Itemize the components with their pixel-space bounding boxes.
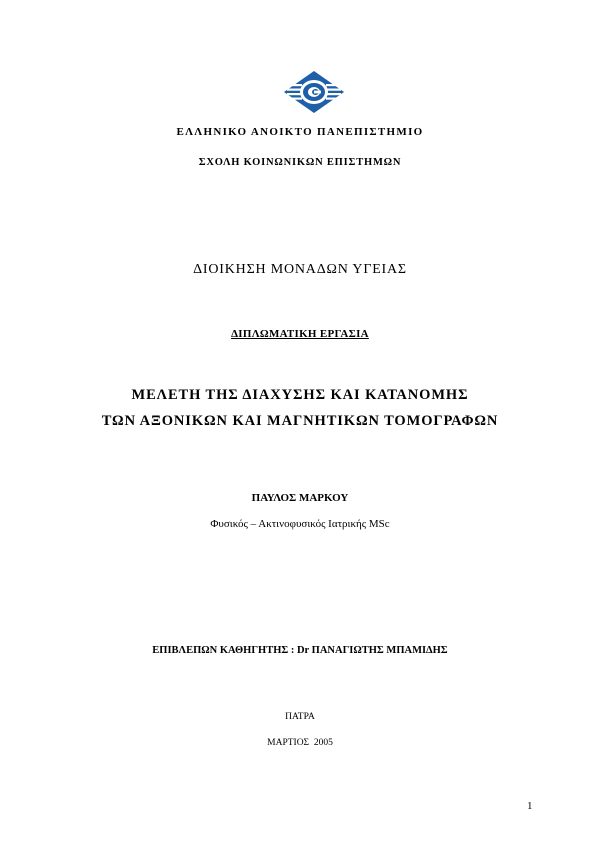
page-number: 1 (527, 800, 533, 812)
author-qualification: Φυσικός – Ακτινοφυσικός Ιατρικής MSc (210, 518, 390, 530)
thesis-title-line-1: ΜΕΛΕΤΗ ΤΗΣ ΔΙΑΧΥΣΗΣ ΚΑΙ ΚΑΤΑΝΟΜΗΣ (131, 387, 469, 403)
date: ΜΑΡΤΙΟΣ 2005 (267, 738, 333, 748)
thesis-title-line-2: ΤΩΝ ΑΞΟΝΙΚΩΝ ΚΑΙ ΜΑΓΝΗΤΙΚΩΝ ΤΟΜΟΓΡΑΦΩΝ (101, 413, 499, 429)
university-name: ΕΛΛΗΝΙΚΟ ΑΝΟΙΚΤΟ ΠΑΝΕΠΙΣΤΗΜΙΟ (176, 126, 424, 138)
city: ΠΑΤΡΑ (285, 712, 315, 722)
program-name: ΔΙΟΙΚΗΣΗ ΜΟΝΑΔΩΝ ΥΓΕΙΑΣ (193, 262, 407, 277)
document-type: ΔΙΠΛΩΜΑΤΙΚΗ ΕΡΓΑΣΙΑ (231, 328, 369, 340)
author-name: ΠΑΥΛΟΣ ΜΑΡΚΟΥ (251, 492, 349, 504)
school-name: ΣΧΟΛΗ ΚΟΙΝΩΝΙΚΩΝ ΕΠΙΣΤΗΜΩΝ (198, 157, 402, 168)
university-logo-icon (283, 70, 345, 114)
supervisor: ΕΠΙΒΛΕΠΩΝ ΚΑΘΗΓΗΤΗΣ : Dr ΠΑΝΑΓΙΩΤΗΣ ΜΠΑΜΙΔΗΣ (152, 645, 448, 656)
